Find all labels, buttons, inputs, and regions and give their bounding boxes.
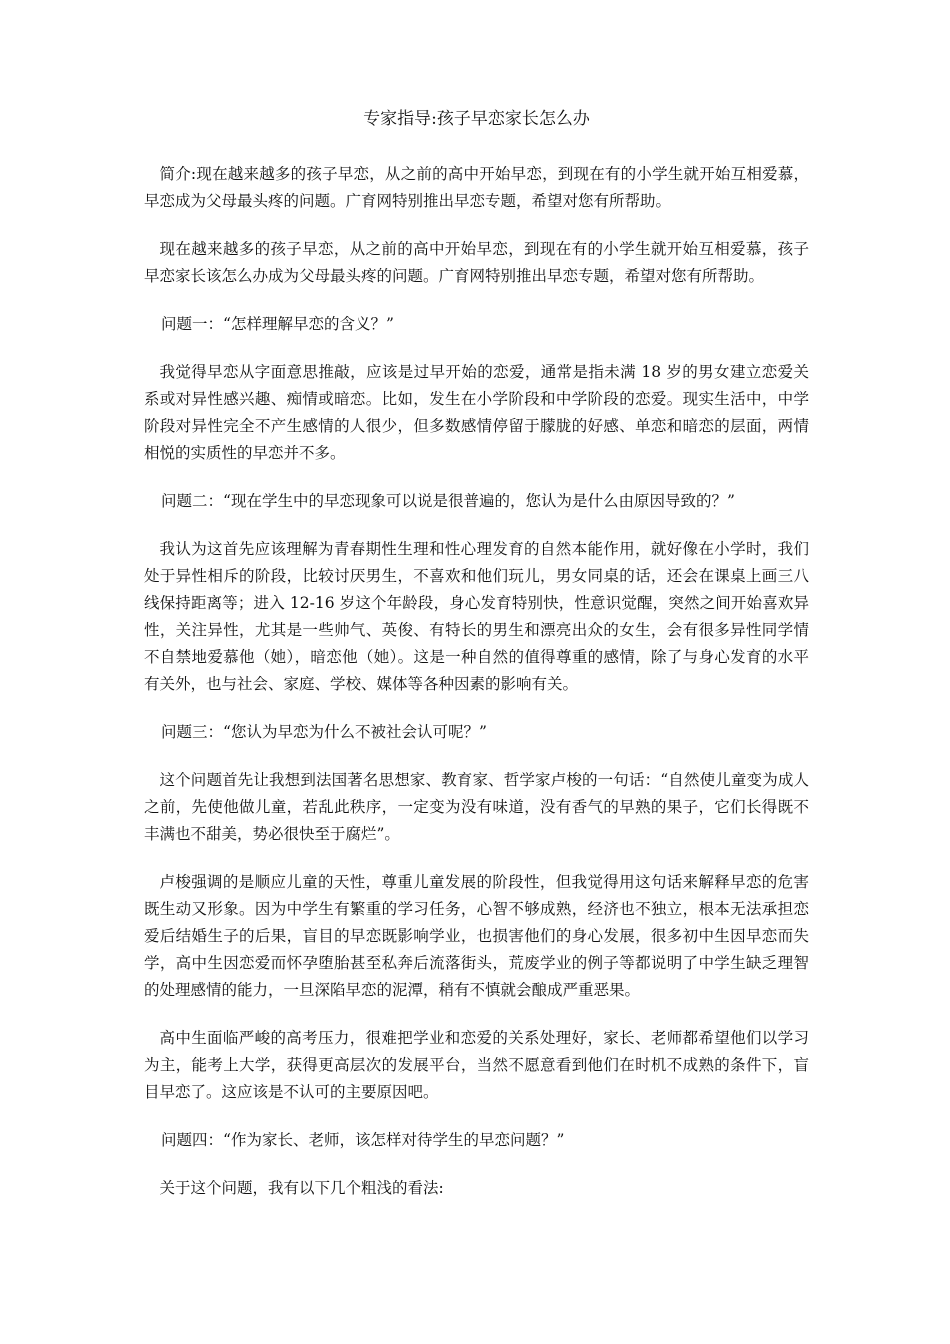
question-one-heading: 问题一：“怎样理解早恋的含义？” (161, 315, 394, 333)
answer-two-paragraph: 我认为这首先应该理解为青春期性生理和性心理发育的自然本能作用，就好像在小学时，我们处于异性相斥的阶段，比较讨厌男生，不喜欢和他们玩儿，男女同桌的话，还会在课桌上画三八线保持距离等；进入 12-16 岁这个年龄段，身心发育特别快，性意识觉醒，突然之间开始喜欢异性，关注异性，尤其是一些帅气、英俊、有特长的男生和漂亮出众的女生，会有很多异性同学情不自禁地爱慕他（她），暗恋他（她）。这是一种自然的值得尊重的感情，除了与身心发育的水平有关外，也与社会、家庭、学校、媒体等各种因素的影响有关。 (144, 540, 809, 693)
document-title: 专家指导:孩子早恋家长怎么办 (363, 109, 590, 129)
question-four-heading: 问题四：“作为家长、老师，该怎样对待学生的早恋问题？” (161, 1131, 565, 1149)
answer-three-paragraph-3: 高中生面临严峻的高考压力，很难把学业和恋爱的关系处理好，家长、老师都希望他们以学习为主，能考上大学，获得更高层次的发展平台，当然不愿意看到他们在时机不成熟的条件下，盲目早恋了。这应该是不认可的主要原因吧。 (144, 1029, 809, 1101)
intro-paragraph: 现在越来越多的孩子早恋，从之前的高中开始早恋，到现在有的小学生就开始互相爱慕，孩子早恋家长该怎么办成为父母最头疼的问题。广育网特别推出早恋专题，希望对您有所帮助。 (144, 240, 809, 285)
answer-three-paragraph-2: 卢梭强调的是顺应儿童的天性，尊重儿童发展的阶段性，但我觉得用这句话来解释早恋的危害既生动又形象。因为中学生有繁重的学习任务，心智不够成熟，经济也不独立，根本无法承担恋爱后结婚生子的后果，盲目的早恋既影响学业，也损害他们的身心发展，很多初中生因早恋而失学，高中生因恋爱而怀孕堕胎甚至私奔后流落街头，荒废学业的例子等都说明了中学生缺乏理智的处理感情的能力，一旦深陷早恋的泥潭，稍有不慎就会酿成严重恶果。 (144, 873, 809, 999)
question-two-heading: 问题二：“现在学生中的早恋现象可以说是很普遍的，您认为是什么由原因导致的？” (161, 492, 735, 510)
intro-summary-paragraph: 简介:现在越来越多的孩子早恋，从之前的高中开始早恋，到现在有的小学生就开始互相爱慕，早恋成为父母最头疼的问题。广育网特别推出早恋专题，希望对您有所帮助。 (144, 165, 809, 210)
question-three-heading: 问题三：“您认为早恋为什么不被社会认可呢？” (161, 723, 487, 741)
answer-four-intro-paragraph: 关于这个问题，我有以下几个粗浅的看法: (159, 1179, 444, 1197)
answer-one-paragraph: 我觉得早恋从字面意思推敲，应该是过早开始的恋爱，通常是指未满 18 岁的男女建立恋爱关系或对异性感兴趣、痴情或暗恋。比如，发生在小学阶段和中学阶段的恋爱。现实生活中，中学阶段对异性完全不产生感情的人很少，但多数感情停留于朦胧的好感、单恋和暗恋的层面，两情相悦的实质性的早恋并不多。 (144, 363, 809, 462)
document-page (144, 108, 809, 1223)
answer-three-paragraph-1: 这个问题首先让我想到法国著名思想家、教育家、哲学家卢梭的一句话：“自然使儿童变为成人之前，先使他做儿童，若乱此秩序，一定变为没有味道，没有香气的早熟的果子，它们长得既不丰满也不甜美，势必很快至于腐烂”。 (144, 771, 809, 843)
